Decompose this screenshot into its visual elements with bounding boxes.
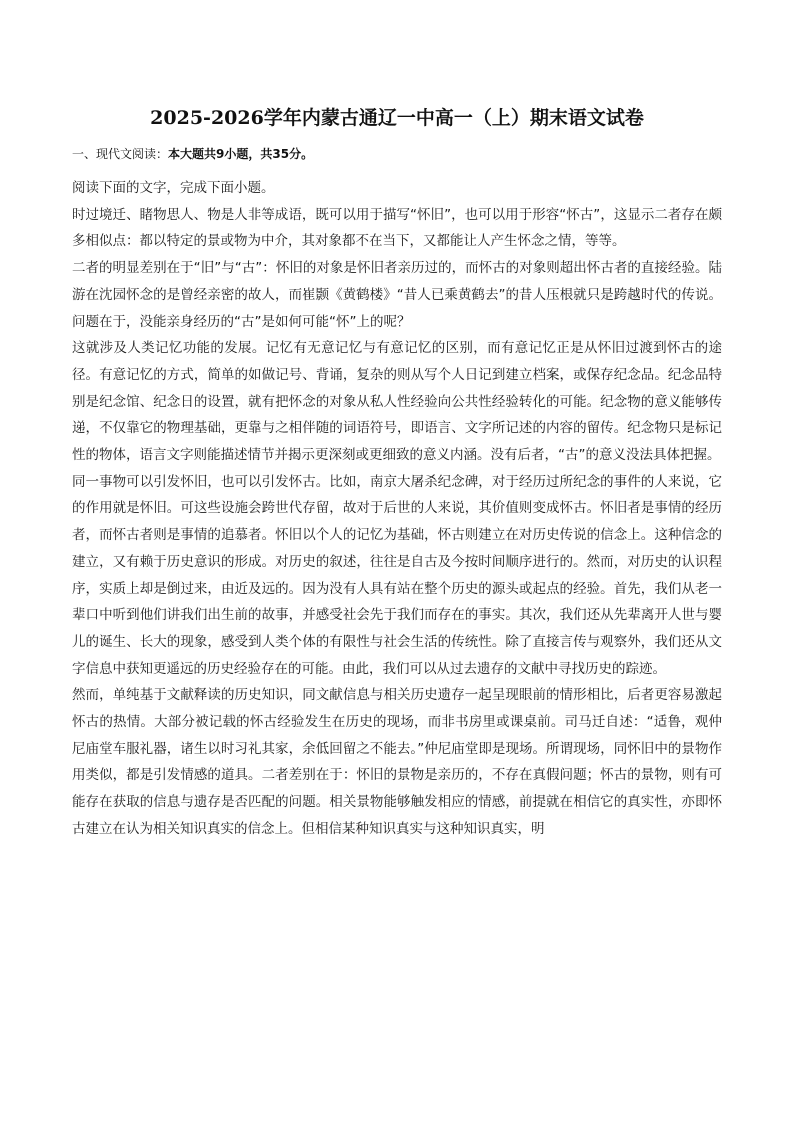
passage-paragraph: 这就涉及人类记忆功能的发展。记忆有无意记忆与有意记忆的区别，而有意记忆正是从怀旧过渡到怀古的途径。有意记忆的方式，简单的如做记号、背诵，复杂的则从写个人日记到建立档案，或保存纪念品。纪念品特别是纪念馆、纪念日的设置，就有把怀念的对象从私人性经验向公共性经验转化的可能。纪念物的意义能够传递，不仅靠它的物理基础，更靠与之相伴随的词语符号，即语言、文字所记述的内容的留传。纪念物只是标记性的物体，语言文字则能描述情节并揭示更深刻或更细致的意义内涵。没有后者，“古”的意义没法具体把握。 [72, 340, 722, 464]
section-heading [72, 145, 313, 163]
passage-paragraph: 然而，单纯基于文献释读的历史知识，同文献信息与相关历史遗存一起呈现眼前的情形相比，后者更容易激起怀古的热情。大部分被记载的怀古经验发生在历史的现场，而非书房里或课桌前。司马迁自述：“适鲁，观仲尼庙堂车服礼器，诸生以时习礼其家，余低回留之不能去。”仲尼庙堂即是现场。所谓现场，同怀旧中的景物作用类似，都是引发情感的道具。二者差别在于：怀旧的景物是亲历的，不存在真假问题；怀古的景物，则有可能存在获取的信息与遗存是否匹配的问题。相关景物能够触发相应的情感，前提就在相信它的真实性，亦即怀古建立在认为相关知识真实的信念上。但相信某种知识真实与这种知识真实，明 [72, 687, 722, 837]
section-heading-bold: 本大题共9小题，共35分。 [168, 147, 314, 161]
exam-title: 2025-2026学年内蒙古通辽一中高一（上）期末语文试卷 [150, 107, 644, 129]
passage-paragraph: 同一事物可以引发怀旧，也可以引发怀古。比如，南京大屠杀纪念碑，对于经历过所纪念的事件的人来说，它的作用就是怀旧。可这些设施会跨世代存留，故对于后世的人来说，其价值则变成怀古。怀旧者是事情的经历者，而怀古者则是事情的追慕者。怀旧以个人的记忆为基础，怀古则建立在对历史传说的信念上。这种信念的建立，又有赖于历史意识的形成。对历史的叙述，往往是自古及今按时间顺序进行的。然而，对历史的认识程序，实质上却是倒过来，由近及远的。因为没有人具有站在整个历史的源头或起点的经验。首先，我们从老一辈口中听到他们讲我们出生前的故事，并感受社会先于我们而存在的事实。其次，我们还从先辈离开人世与婴儿的诞生、长大的现象，感受到人类个体的有限性与社会生活的传统性。除了直接言传与观察外，我们还从文字信息中获知更遥远的历史经验存在的可能。由此，我们可以从过去遗存的文献中寻找历史的踪迹。 [72, 473, 722, 677]
reading-passage [72, 175, 722, 843]
section-heading-prefix: 一、现代文阅读： [72, 147, 169, 161]
passage-paragraph: 二者的明显差别在于“旧”与“古”：怀旧的对象是怀旧者亲历过的，而怀古的对象则超出怀古者的直接经验。陆游在沈园怀念的是曾经亲密的故人，而崔颢《黄鹤楼》“昔人已乘黄鹤去”的昔人压根就只是跨越时代的传说。问题在于，没能亲身经历的“古”是如何可能“怀”上的呢？ [72, 260, 722, 330]
instruction-text: 阅读下面的文字，完成下面小题。 [72, 180, 275, 196]
passage-paragraph: 时过境迁、睹物思人、物是人非等成语，既可以用于描写“怀旧”，也可以用于形容“怀古”，这显示二者存在颇多相似点：都以特定的景或物为中介，其对象都不在当下，又都能让人产生怀念之情，等等。 [72, 206, 722, 250]
